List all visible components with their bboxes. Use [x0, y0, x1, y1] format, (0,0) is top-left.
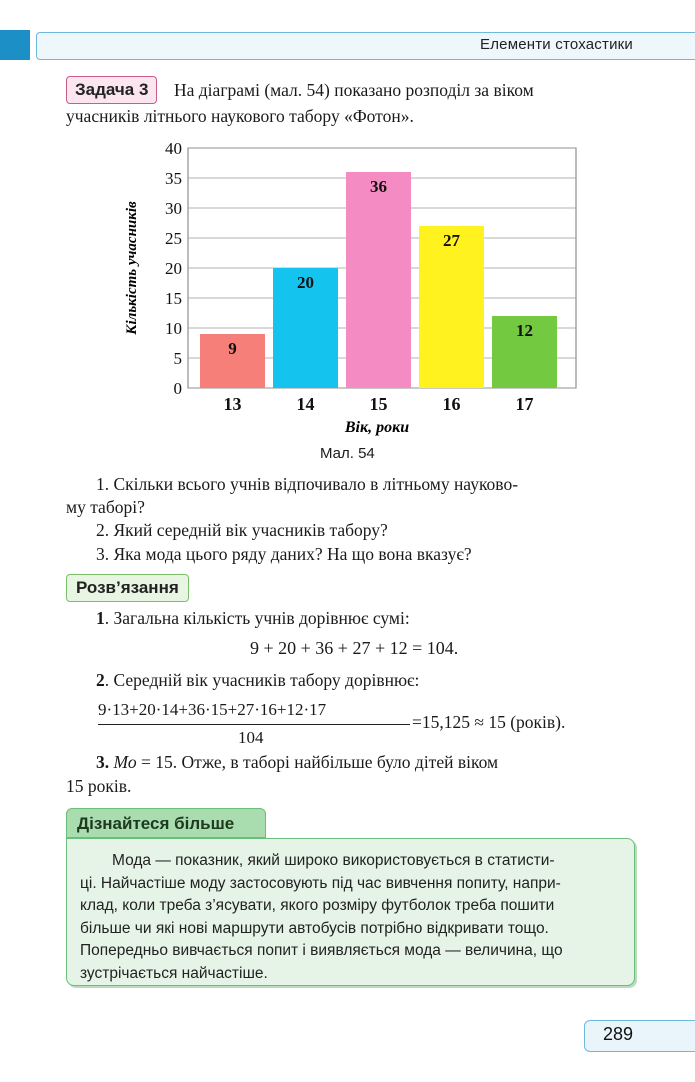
- sum-formula: 9 + 20 + 36 + 27 + 12 = 104.: [250, 638, 459, 658]
- learn-more-line: Попередньо вивчається попит і виявляється мода — величина, що: [80, 942, 563, 960]
- y-tick-label: 0: [173, 379, 182, 398]
- solution-step-1: [96, 606, 410, 630]
- x-tick-label: 13: [223, 394, 242, 414]
- figure-caption: Мал. 54: [320, 445, 375, 462]
- bar-age-15: [346, 172, 411, 388]
- bar-value-label: 9: [228, 339, 237, 358]
- question-1-line-1: 1. Скільки всього учнів відпочивало в літньому науково-: [96, 474, 519, 494]
- bar-age-16: [419, 226, 484, 388]
- y-tick-label: 20: [165, 259, 182, 278]
- y-axis-label: Кількість учасників: [124, 201, 140, 335]
- step-3-number: 3.: [96, 752, 110, 772]
- header-accent-bar: [0, 30, 30, 60]
- bar-value-label: 36: [370, 177, 387, 196]
- solution-step-2: [96, 668, 419, 692]
- y-tick-label: 40: [165, 139, 182, 158]
- y-axis-ticks: [165, 139, 182, 398]
- question-3: 3. Яка мода цього ряду даних? На що вона вказує?: [96, 544, 472, 564]
- step-1-text: . Загальна кількість учнів дорівнює сумі:: [104, 608, 410, 628]
- x-tick-label: 15: [369, 394, 388, 414]
- step-2-text: . Середній вік учасників табору дорівнює:: [104, 670, 420, 690]
- fraction-line: [98, 724, 410, 725]
- learn-more-line: Мода — показник, який широко використовується в статисти-: [112, 852, 555, 869]
- learn-more-text: [80, 850, 626, 986]
- learn-more-line: зустрічається найчастіше.: [80, 964, 268, 982]
- mean-denominator: 104: [238, 728, 264, 747]
- solution-label: Розв’язання: [66, 574, 189, 602]
- task-label: Задача 3: [66, 76, 157, 104]
- solution-step-3-line-2: 15 років.: [66, 776, 132, 796]
- y-tick-label: 5: [173, 349, 182, 368]
- y-tick-label: 10: [165, 319, 182, 338]
- mean-result: =15,125 ≈ 15 (років).: [412, 712, 566, 732]
- page-number: 289: [603, 1024, 634, 1044]
- task-text-line-2: учасників літнього наукового табору «Фотон».: [66, 106, 414, 126]
- solution-step-3: [96, 750, 498, 774]
- y-tick-label: 15: [165, 289, 182, 308]
- x-tick-label: 17: [515, 394, 534, 414]
- question-2: 2. Який середній вік учасників табору?: [96, 520, 388, 540]
- step-2-number: 2: [96, 670, 105, 690]
- section-title: Елементи стохастики: [480, 36, 633, 53]
- y-tick-label: 35: [165, 169, 182, 188]
- mode-symbol: Мо: [113, 752, 137, 772]
- learn-more-line: клад, коли треба з’ясувати, якого розміру футболок треба пошити: [80, 897, 555, 915]
- bar-value-label: 12: [516, 321, 533, 340]
- question-1-line-2: му таборі?: [66, 497, 145, 517]
- mean-numerator: 9·13+20·14+36·15+27·16+12·17: [98, 700, 327, 719]
- x-tick-label: 16: [442, 394, 461, 414]
- age-distribution-bar-chart: [110, 138, 590, 438]
- step-3-text: = 15. Отже, в таборі найбільше було дітей віком: [136, 752, 499, 772]
- x-axis-label: Вік, роки: [344, 419, 410, 436]
- page-number-box: [584, 1020, 695, 1052]
- bar-value-label: 20: [297, 273, 314, 292]
- x-axis-ticks: [224, 394, 534, 414]
- learn-more-title: Дізнайтеся більше: [66, 808, 266, 838]
- learn-more-line: ці. Найчастіше моду застосовують під час вивчення попиту, напри-: [80, 874, 561, 892]
- task-text-line-1: На діаграмі (мал. 54) показано розподіл за віком: [174, 80, 534, 100]
- learn-more-line: більше чи які нові маршрути автобусів потрібно відкривати тощо.: [80, 919, 549, 937]
- step-1-number: 1: [96, 608, 105, 628]
- x-tick-label: 14: [296, 394, 315, 414]
- bar-value-label: 27: [443, 231, 460, 250]
- y-tick-label: 25: [165, 229, 182, 248]
- y-tick-label: 30: [165, 199, 182, 218]
